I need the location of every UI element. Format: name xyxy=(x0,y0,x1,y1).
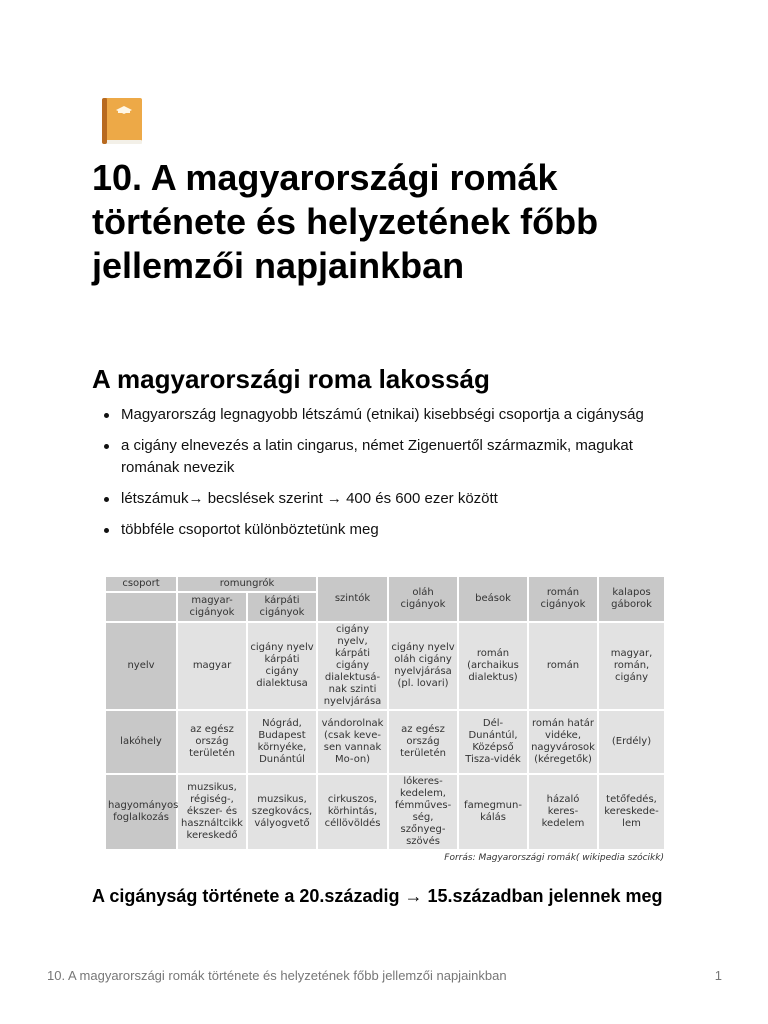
bullet-item: a cigány elnevezés a latin cingarus, német Zigenuertől származmik, magukat romának nevezik xyxy=(92,435,682,479)
header-magyar-ciganyok: magyar-cigányok xyxy=(177,592,247,622)
table-source: Forrás: Magyarországi romák( wikipedia szócikk) xyxy=(444,853,664,863)
bullet-item: létszámuk→ becslések szerint → 400 és 600 ezer között xyxy=(92,488,682,510)
header-szintok: szintók xyxy=(317,576,388,622)
table-cell: román xyxy=(528,622,598,710)
header-karpati-ciganyok: kárpáti cigányok xyxy=(247,592,317,622)
table-cell: cirkuszos, körhintás, céllövöldés xyxy=(317,774,388,850)
table-cell: cigány nyelv oláh cigány nyelvjárása (pl. lovari) xyxy=(388,622,458,710)
table-row xyxy=(105,622,665,710)
footer-title: 10. A magyarországi romák története és helyzetének főbb jellemzői napjainkban xyxy=(47,968,507,983)
bullet-item: Magyarország legnagyobb létszámú (etnikai) kisebbségi csoportja a cigányság xyxy=(92,404,682,426)
section-title: A magyarországi roma lakosság xyxy=(92,364,490,394)
subheading: A cigányság története a 20.századig → 15.században jelennek meg xyxy=(92,886,663,906)
header-group: csoport xyxy=(105,576,177,592)
table-cell: az egész ország területén xyxy=(388,710,458,774)
header-roman: román cigányok xyxy=(528,576,598,622)
row-label: nyelv xyxy=(105,622,177,710)
page-title: 10. A magyarországi romák története és helyzetének főbb jellemzői napjainkban xyxy=(92,157,599,286)
row-label: lakóhely xyxy=(105,710,177,774)
table-row xyxy=(105,710,665,774)
header-kalapos: kalapos gáborok xyxy=(598,576,665,622)
row-label: hagyományos foglalkozás xyxy=(105,774,177,850)
table-cell: cigány nyelv, kárpáti cigány dialektusá-nak szinti nyelvjárása xyxy=(317,622,388,710)
header-empty xyxy=(105,592,177,622)
roma-groups-table xyxy=(104,575,666,851)
header-olah: oláh cigányok xyxy=(388,576,458,622)
page-number: 1 xyxy=(714,968,722,983)
table-cell: román (archaikus dialektus) xyxy=(458,622,528,710)
table-cell: famegmun-kálás xyxy=(458,774,528,850)
bullet-item: többféle csoportot különböztetünk meg xyxy=(92,519,682,541)
table-cell: lókeres-kedelem, fémműves-ség, szőnyeg-szövés xyxy=(388,774,458,850)
table-cell: magyar xyxy=(177,622,247,710)
table-cell: román határ vidéke, nagyvárosok (kéregetők) xyxy=(528,710,598,774)
table-cell: vándorolnak (csak keve-sen vannak Mo-on) xyxy=(317,710,388,774)
table-cell: Nógrád, Budapest környéke, Dunántúl xyxy=(247,710,317,774)
table-cell: muzsikus, szegkovács, vályogvető xyxy=(247,774,317,850)
book-icon xyxy=(99,96,145,146)
table-cell: magyar, román, cigány xyxy=(598,622,665,710)
table-cell: cigány nyelv kárpáti cigány dialektusa xyxy=(247,622,317,710)
table-cell: házaló keres-kedelem xyxy=(528,774,598,850)
header-beasok: beások xyxy=(458,576,528,622)
bullet-list xyxy=(92,404,682,550)
table-cell: muzsikus, régiség-, ékszer- és használtcikk kereskedő xyxy=(177,774,247,850)
table-cell: az egész ország területén xyxy=(177,710,247,774)
table-cell: (Erdély) xyxy=(598,710,665,774)
table-row xyxy=(105,774,665,850)
roma-groups-table-figure xyxy=(104,575,664,863)
header-romungrok: romungrók xyxy=(177,576,317,592)
table-cell: tetőfedés, kereskede-lem xyxy=(598,774,665,850)
table-cell: Dél-Dunántúl, Középső Tisza-vidék xyxy=(458,710,528,774)
